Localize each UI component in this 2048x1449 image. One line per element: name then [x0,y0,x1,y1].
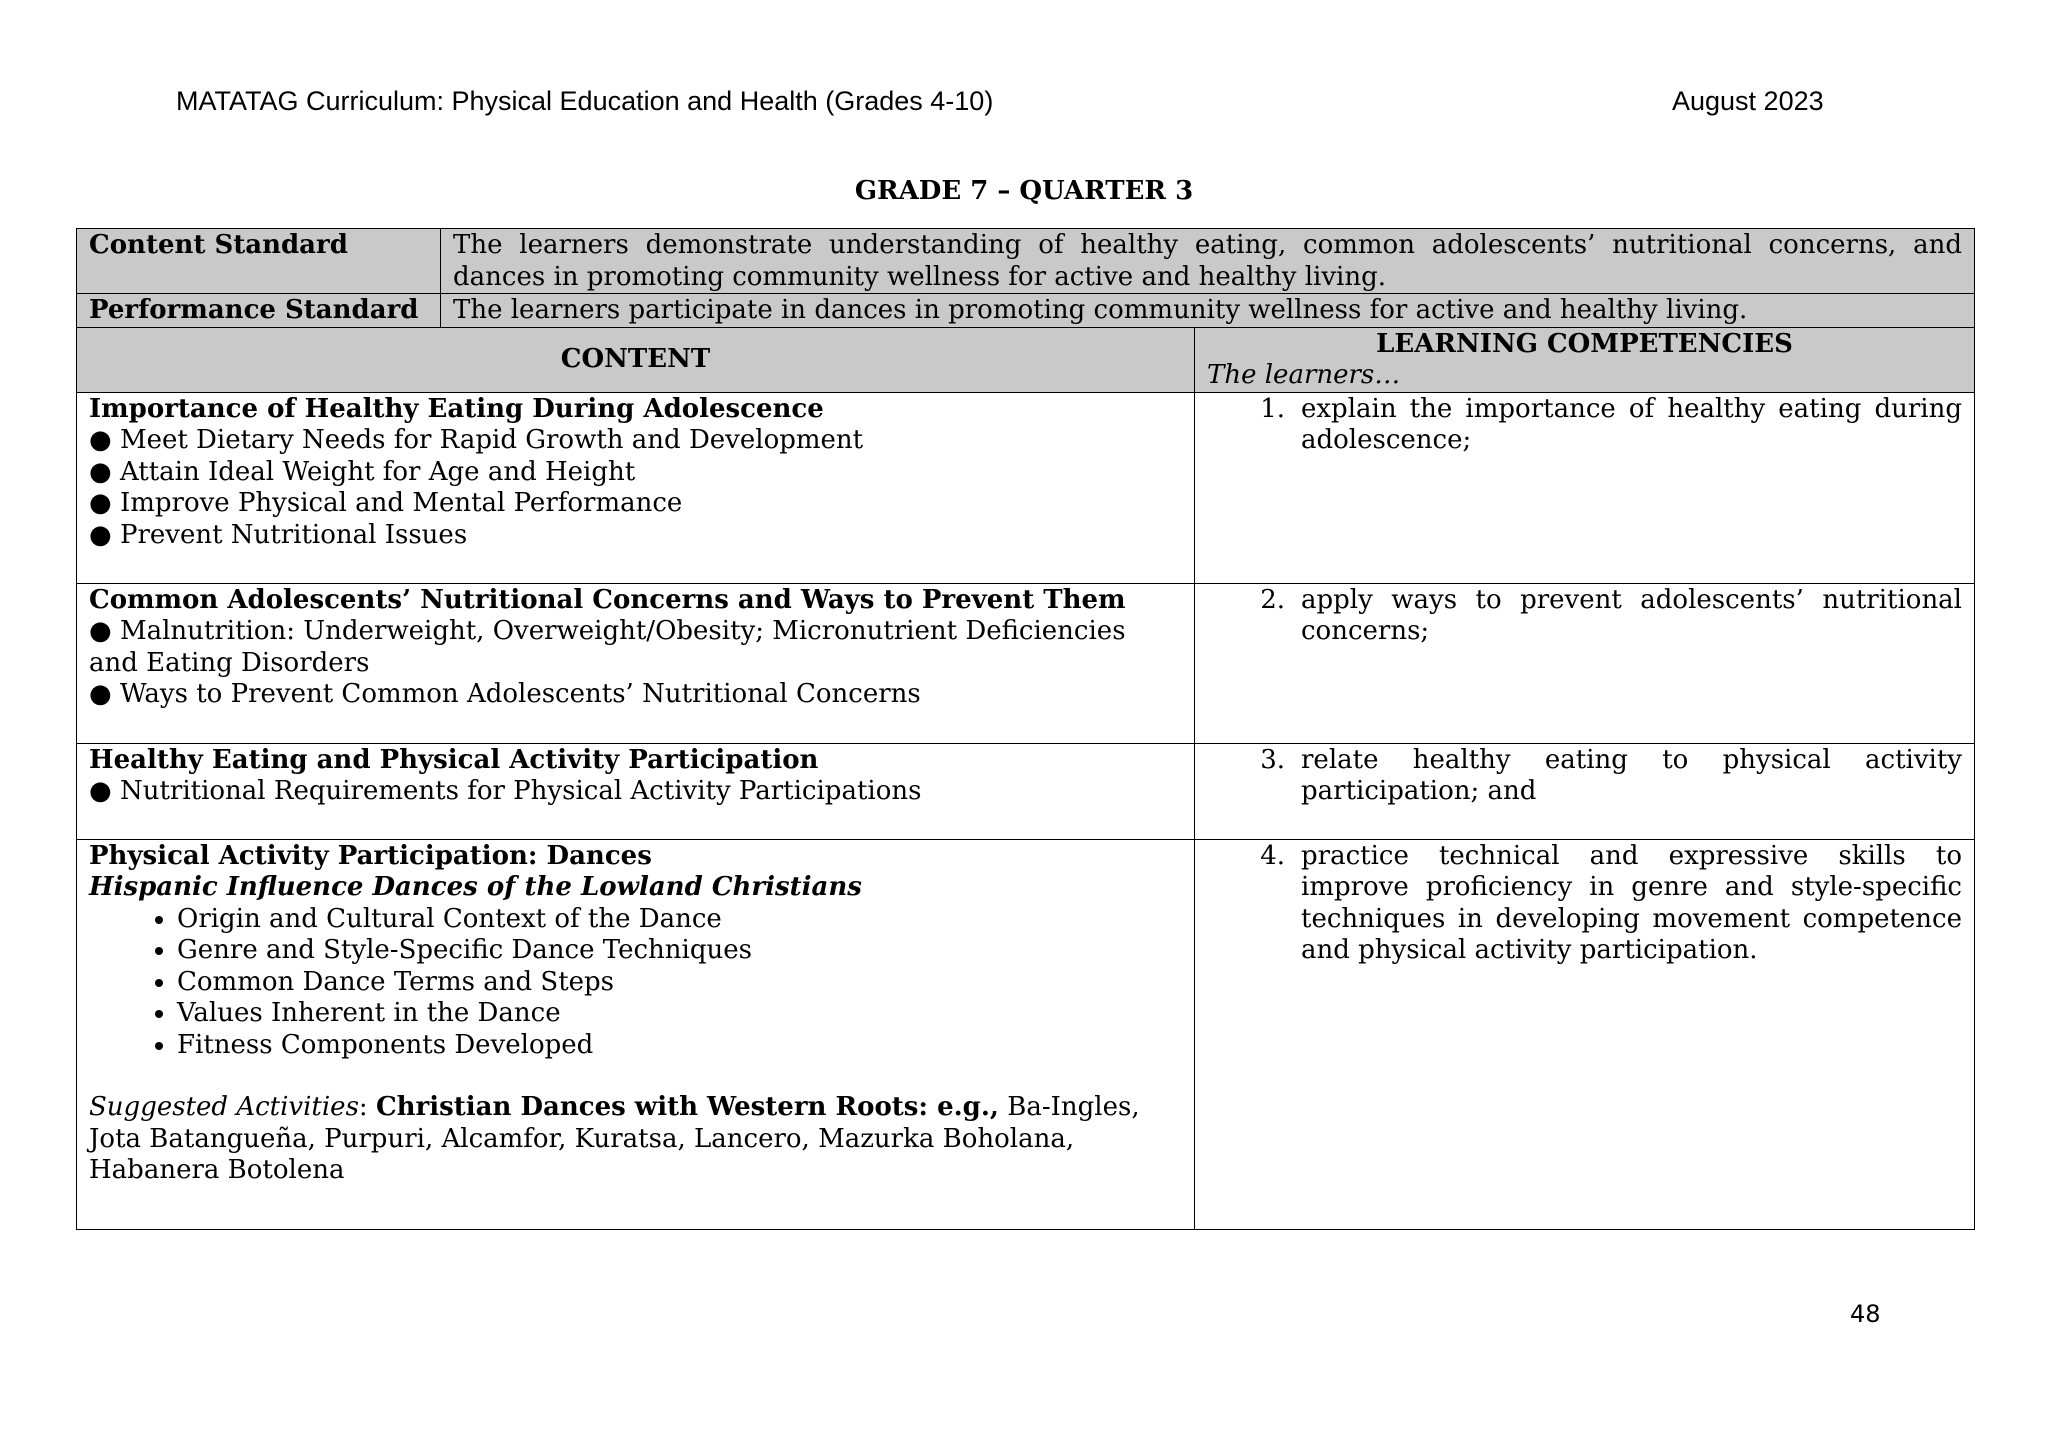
competency-text: relate healthy eating to physical activity participation; and [1301,744,1962,806]
performance-standard-text: The learners participate in dances in promoting community wellness for active and healthy living. [441,294,1975,328]
topic-item: ● Prevent Nutritional Issues [89,519,468,550]
competency-cell [1195,392,1975,583]
list-item: • Values Inherent in the Dance [177,998,1182,1030]
topic-heading: Importance of Healthy Eating During Adolescence [89,393,824,424]
competency-number: 3. [1260,744,1285,775]
topic-item: ● Ways to Prevent Common Adolescents’ Nutritional Concerns [89,679,921,709]
column-header-row [77,327,1975,392]
suggested-activities-colon: : [358,1092,368,1122]
content-cell [77,583,1195,743]
competencies-column-header [1195,327,1975,392]
topic-item: ● Improve Physical and Mental Performance [89,488,683,518]
topic-item: ● Meet Dietary Needs for Rapid Growth and Development [89,425,864,455]
competency-text: practice technical and expressive skills to improve proficiency in genre and style-specific techniques in developing movement competence and physical activity participation. [1301,840,1962,965]
table-row [77,583,1975,743]
list-item: • Origin and Cultural Context of the Dance [177,904,1182,936]
competency-cell [1195,583,1975,743]
content-cell [77,839,1195,1229]
competency-number: 1. [1260,393,1285,424]
competency-text: apply ways to prevent adolescents’ nutritional concerns; [1301,584,1962,646]
content-standard-label: Content Standard [77,229,441,294]
page-number: 48 [1850,1300,1881,1328]
document-header-title: MATATAG Curriculum: Physical Education and Health (Grades 4-10) [176,86,994,116]
table-row [77,392,1975,583]
topic-item: ● Nutritional Requirements for Physical Activity Participations [89,776,922,806]
document-header-date: August 2023 [1672,86,1824,116]
suggested-activities [89,1092,1182,1187]
topic-subheading: Hispanic Influence Dances of the Lowland Christians [89,872,862,902]
competency-cell [1195,839,1975,1229]
list-item: • Genre and Style-Specific Dance Techniques [177,935,1182,967]
competencies-header-subtitle: The learners… [1207,360,1401,390]
table-row [77,743,1975,839]
suggested-activities-text: Ba-Ingles, Jota Batangueña, Purpuri, Alcamfor, Kuratsa, Lancero, Mazurka Boholana, Habanera Botolena [89,1092,1140,1185]
content-cell [77,392,1195,583]
performance-standard-label: Performance Standard [77,294,441,328]
content-standard-text: The learners demonstrate understanding of healthy eating, common adolescents’ nutritional concerns, and dances in promoting community wellness for active and healthy living. [441,229,1975,294]
list-item: • Fitness Components Developed [177,1030,1182,1062]
competencies-header-title: LEARNING COMPETENCIES [1376,328,1793,359]
dance-topic-list [89,904,1182,1062]
topic-heading: Physical Activity Participation: Dances [89,840,652,871]
topic-item: ● Attain Ideal Weight for Age and Height [89,456,636,487]
topic-heading: Common Adolescents’ Nutritional Concerns and Ways to Prevent Them [89,584,1126,615]
topic-item: ● Malnutrition: Underweight, Overweight/Obesity; Micronutrient Deficiencies and Eating Disorders [89,616,1126,678]
competency-number: 4. [1260,840,1285,871]
page-title: GRADE 7 – QUARTER 3 [854,176,1194,206]
suggested-activities-label: Suggested Activities [89,1092,359,1122]
list-item: • Common Dance Terms and Steps [177,967,1182,999]
competency-cell [1195,743,1975,839]
content-cell [77,743,1195,839]
performance-standard-row [77,294,1975,328]
content-standard-row [77,229,1975,294]
competency-text: explain the importance of healthy eating during adolescence; [1301,393,1962,455]
competency-number: 2. [1260,584,1285,615]
curriculum-table [76,228,1975,1230]
suggested-activities-bold: Christian Dances with Western Roots: e.g., [375,1092,999,1122]
topic-heading: Healthy Eating and Physical Activity Participation [89,744,819,775]
content-column-header: CONTENT [77,327,1195,392]
table-row [77,839,1975,1229]
